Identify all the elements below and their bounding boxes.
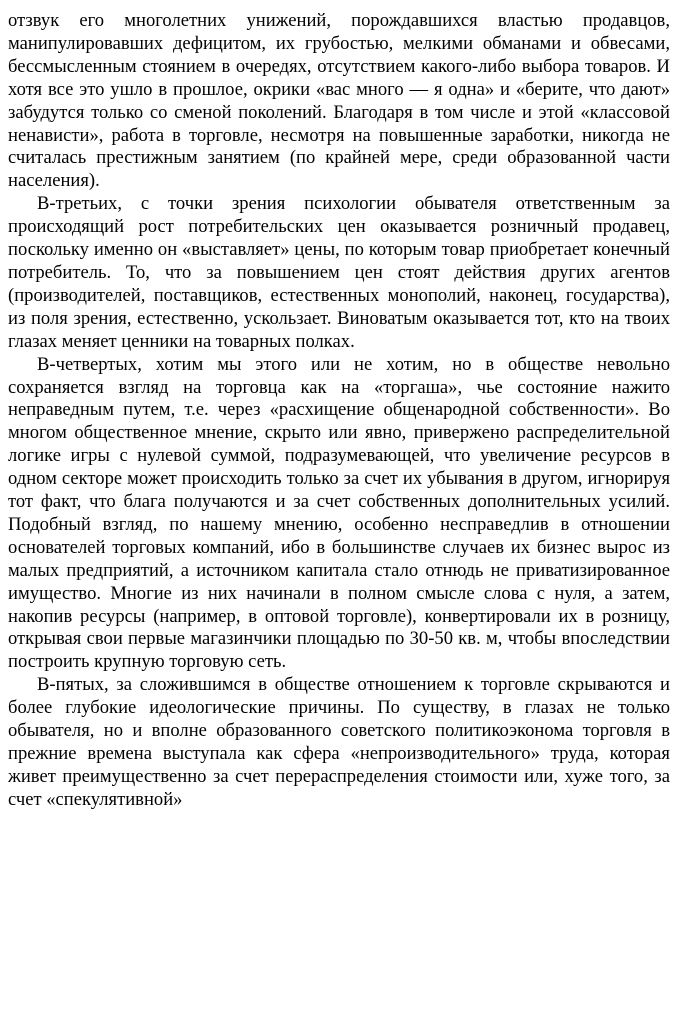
paragraph-continuation: отзвук его многолетних унижений, порождавшихся властью продавцов, манипулировавших дефицитом, их грубостью, мелкими обманами и обвесами, бессмысленным стоянием в очередях, отсутствием какого-либо выбора товаров. И хотя все это ушло в прошлое, окрики «вас много — я одна» и «берите, что дают» забудутся только со сменой поколений. Благодаря в том числе и этой «классовой ненависти», работа в торговле, несмотря на повышенные заработки, никогда не считалась престижным занятием (по крайней мере, среди образованной части населения). [8,10,670,192]
paragraph-fourthly: В-четвертых, хотим мы этого или не хотим, но в обществе невольно сохраняется взгляд на торговца как на «торгаша», чье состояние нажито неправедным путем, т.е. через «расхищение общенародной собственности». Во многом общественное мнение, скрыто или явно, привержено распределительной логике игры с нулевой суммой, подразумевающей, что увеличение ресурсов в одном секторе может происходить только за счет их убывания в другом, игнорируя тот факт, что блага получаются и за счет собственных дополнительных усилий. Подобный взгляд, по нашему мнению, особенно несправедлив в отношении основателей торговых компаний, ибо в большинстве случаев их бизнес вырос из малых предприятий, а источником капитала стало отнюдь не приватизированное имущество. Многие из них начинали в полном смысле слова с нуля, а затем, накопив ресурсы (например, в оптовой торговле), конвертировали их в розницу, открывая свои первые магазинчики площадью по 30-50 кв. м, чтобы впоследствии построить крупную торговую сеть. [8,353,670,673]
paragraph-thirdly: В-третьих, с точки зрения психологии обывателя ответственным за происходящий рост потребительских цен оказывается розничный продавец, поскольку именно он «выставляет» цены, по которым товар приобретает конечный потребитель. То, что за повышением цен стоят действия других агентов (производителей, поставщиков, естественных монополий, наконец, государства), из поля зрения, естественно, ускользает. Виноватым оказывается тот, кто на твоих глазах меняет ценники на товарных полках. [8,193,670,352]
document-page [8,10,670,812]
paragraph-fifthly: В-пятых, за сложившимся в обществе отношением к торговле скрываются и более глубокие идеологические причины. По существу, в глазах не только обывателя, но и вполне образованного советского политикоэконома торговля в прежние времена выступала как сфера «непроизводительного» труда, которая живет преимущественно за счет перераспределения стоимости или, хуже того, за счет «спекулятивной» [8,674,670,810]
